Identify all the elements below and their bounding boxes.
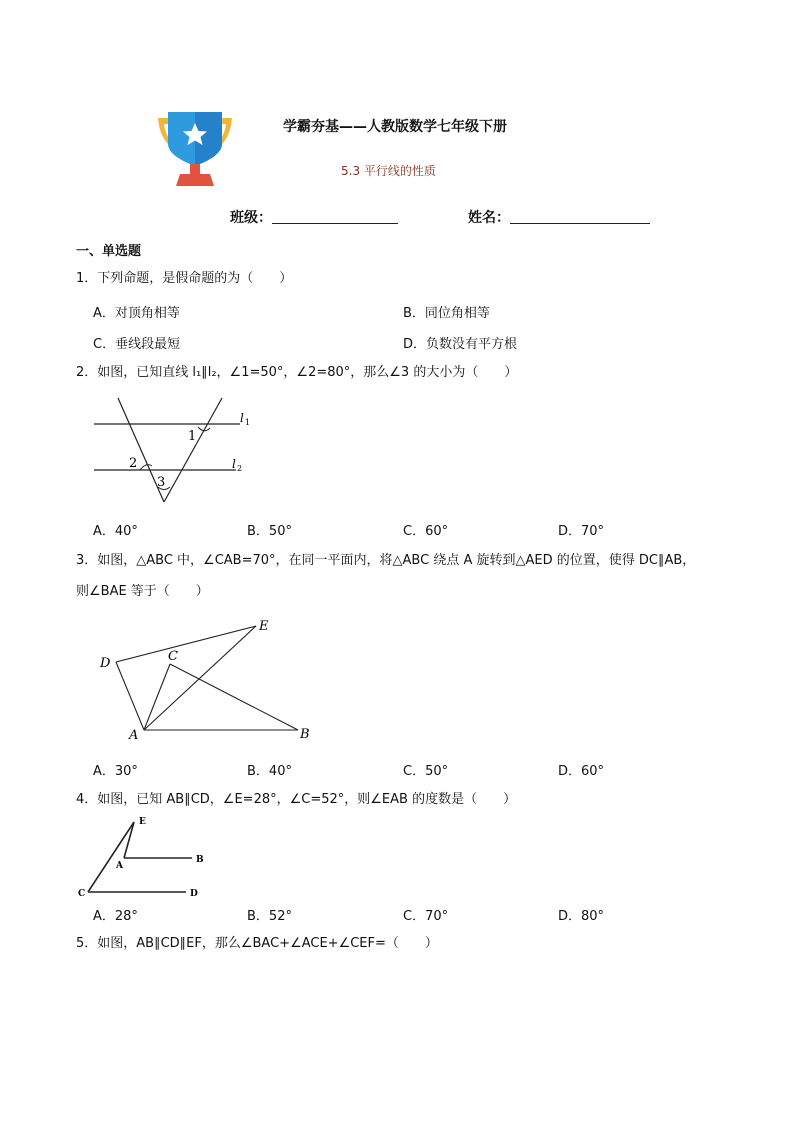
angle-1-label: 1 — [188, 429, 197, 444]
question-2-option-d[interactable]: D．70° — [558, 524, 605, 539]
point-c-label: C — [168, 649, 178, 664]
point-e-label: E — [139, 817, 146, 827]
question-1-stem: 1．下列命题，是假命题的为（ ） — [76, 271, 293, 286]
point-a-label: A — [129, 728, 139, 743]
name-label: 姓名： — [468, 210, 510, 226]
question-4-option-c[interactable]: C．70° — [403, 909, 449, 924]
question-1-option-c[interactable]: C．垂线段最短 — [93, 337, 181, 352]
point-e-label: E — [259, 619, 269, 634]
question-3-option-a[interactable]: A．30° — [93, 764, 138, 779]
question-3-option-b[interactable]: B．40° — [247, 764, 292, 779]
point-b-label: B — [300, 727, 310, 742]
section-title: 一、单选题 — [76, 244, 142, 259]
question-4-option-d[interactable]: D．80° — [558, 909, 605, 924]
question-3-figure — [96, 616, 320, 744]
document-subtitle: 5.3 平行线的性质 — [341, 164, 436, 178]
document-title: 学霸夯基——人教版数学七年级下册 — [283, 119, 507, 135]
question-1-option-a[interactable]: A．对顶角相等 — [93, 306, 180, 321]
question-2-option-c[interactable]: C．60° — [403, 524, 449, 539]
point-c-label: C — [78, 889, 86, 898]
line-l2-label: l — [232, 457, 236, 471]
line-l1-subscript: 1 — [245, 418, 251, 427]
point-d-label: D — [100, 656, 111, 671]
question-4-option-a[interactable]: A．28° — [93, 909, 138, 924]
question-2-stem: 2．如图，已知直线 l₁∥l₂，∠1=50°，∠2=80°，那么∠3 的大小为（ ） — [76, 365, 518, 380]
point-d-label: D — [190, 889, 198, 898]
question-3-stem-line1: 3．如图，△ABC 中，∠CAB=70°，在同一平面内，将△ABC 绕点 A 旋转到△AED 的位置，使得 DC∥AB， — [76, 553, 696, 568]
question-2-option-b[interactable]: B．50° — [247, 524, 292, 539]
question-5-stem: 5．如图，AB∥CD∥EF，那么∠BAC+∠ACE+∠CEF=（ ） — [76, 936, 438, 951]
trophy-logo — [154, 110, 236, 188]
class-field[interactable] — [272, 223, 398, 224]
angle-2-label: 2 — [129, 456, 138, 471]
point-a-label: A — [116, 861, 123, 871]
class-label: 班级： — [230, 210, 272, 226]
question-4-figure — [74, 812, 210, 898]
line-l2-subscript: 2 — [237, 464, 243, 473]
question-3-option-c[interactable]: C．50° — [403, 764, 449, 779]
line-l1-label: l — [240, 411, 244, 425]
question-4-option-b[interactable]: B．52° — [247, 909, 292, 924]
point-b-label: B — [196, 855, 204, 865]
question-1-option-b[interactable]: B．同位角相等 — [403, 306, 490, 321]
question-4-stem: 4．如图，已知 AB∥CD，∠E=28°，∠C=52°，则∠EAB 的度数是（ ） — [76, 792, 517, 807]
question-3-stem-line2: 则∠BAE 等于（ ） — [76, 584, 209, 599]
angle-3-label: 3 — [157, 475, 166, 490]
question-3-option-d[interactable]: D．60° — [558, 764, 605, 779]
question-1-option-d[interactable]: D．负数没有平方根 — [403, 337, 518, 352]
question-2-figure — [88, 394, 258, 506]
name-field[interactable] — [510, 223, 650, 224]
question-2-option-a[interactable]: A．40° — [93, 524, 138, 539]
